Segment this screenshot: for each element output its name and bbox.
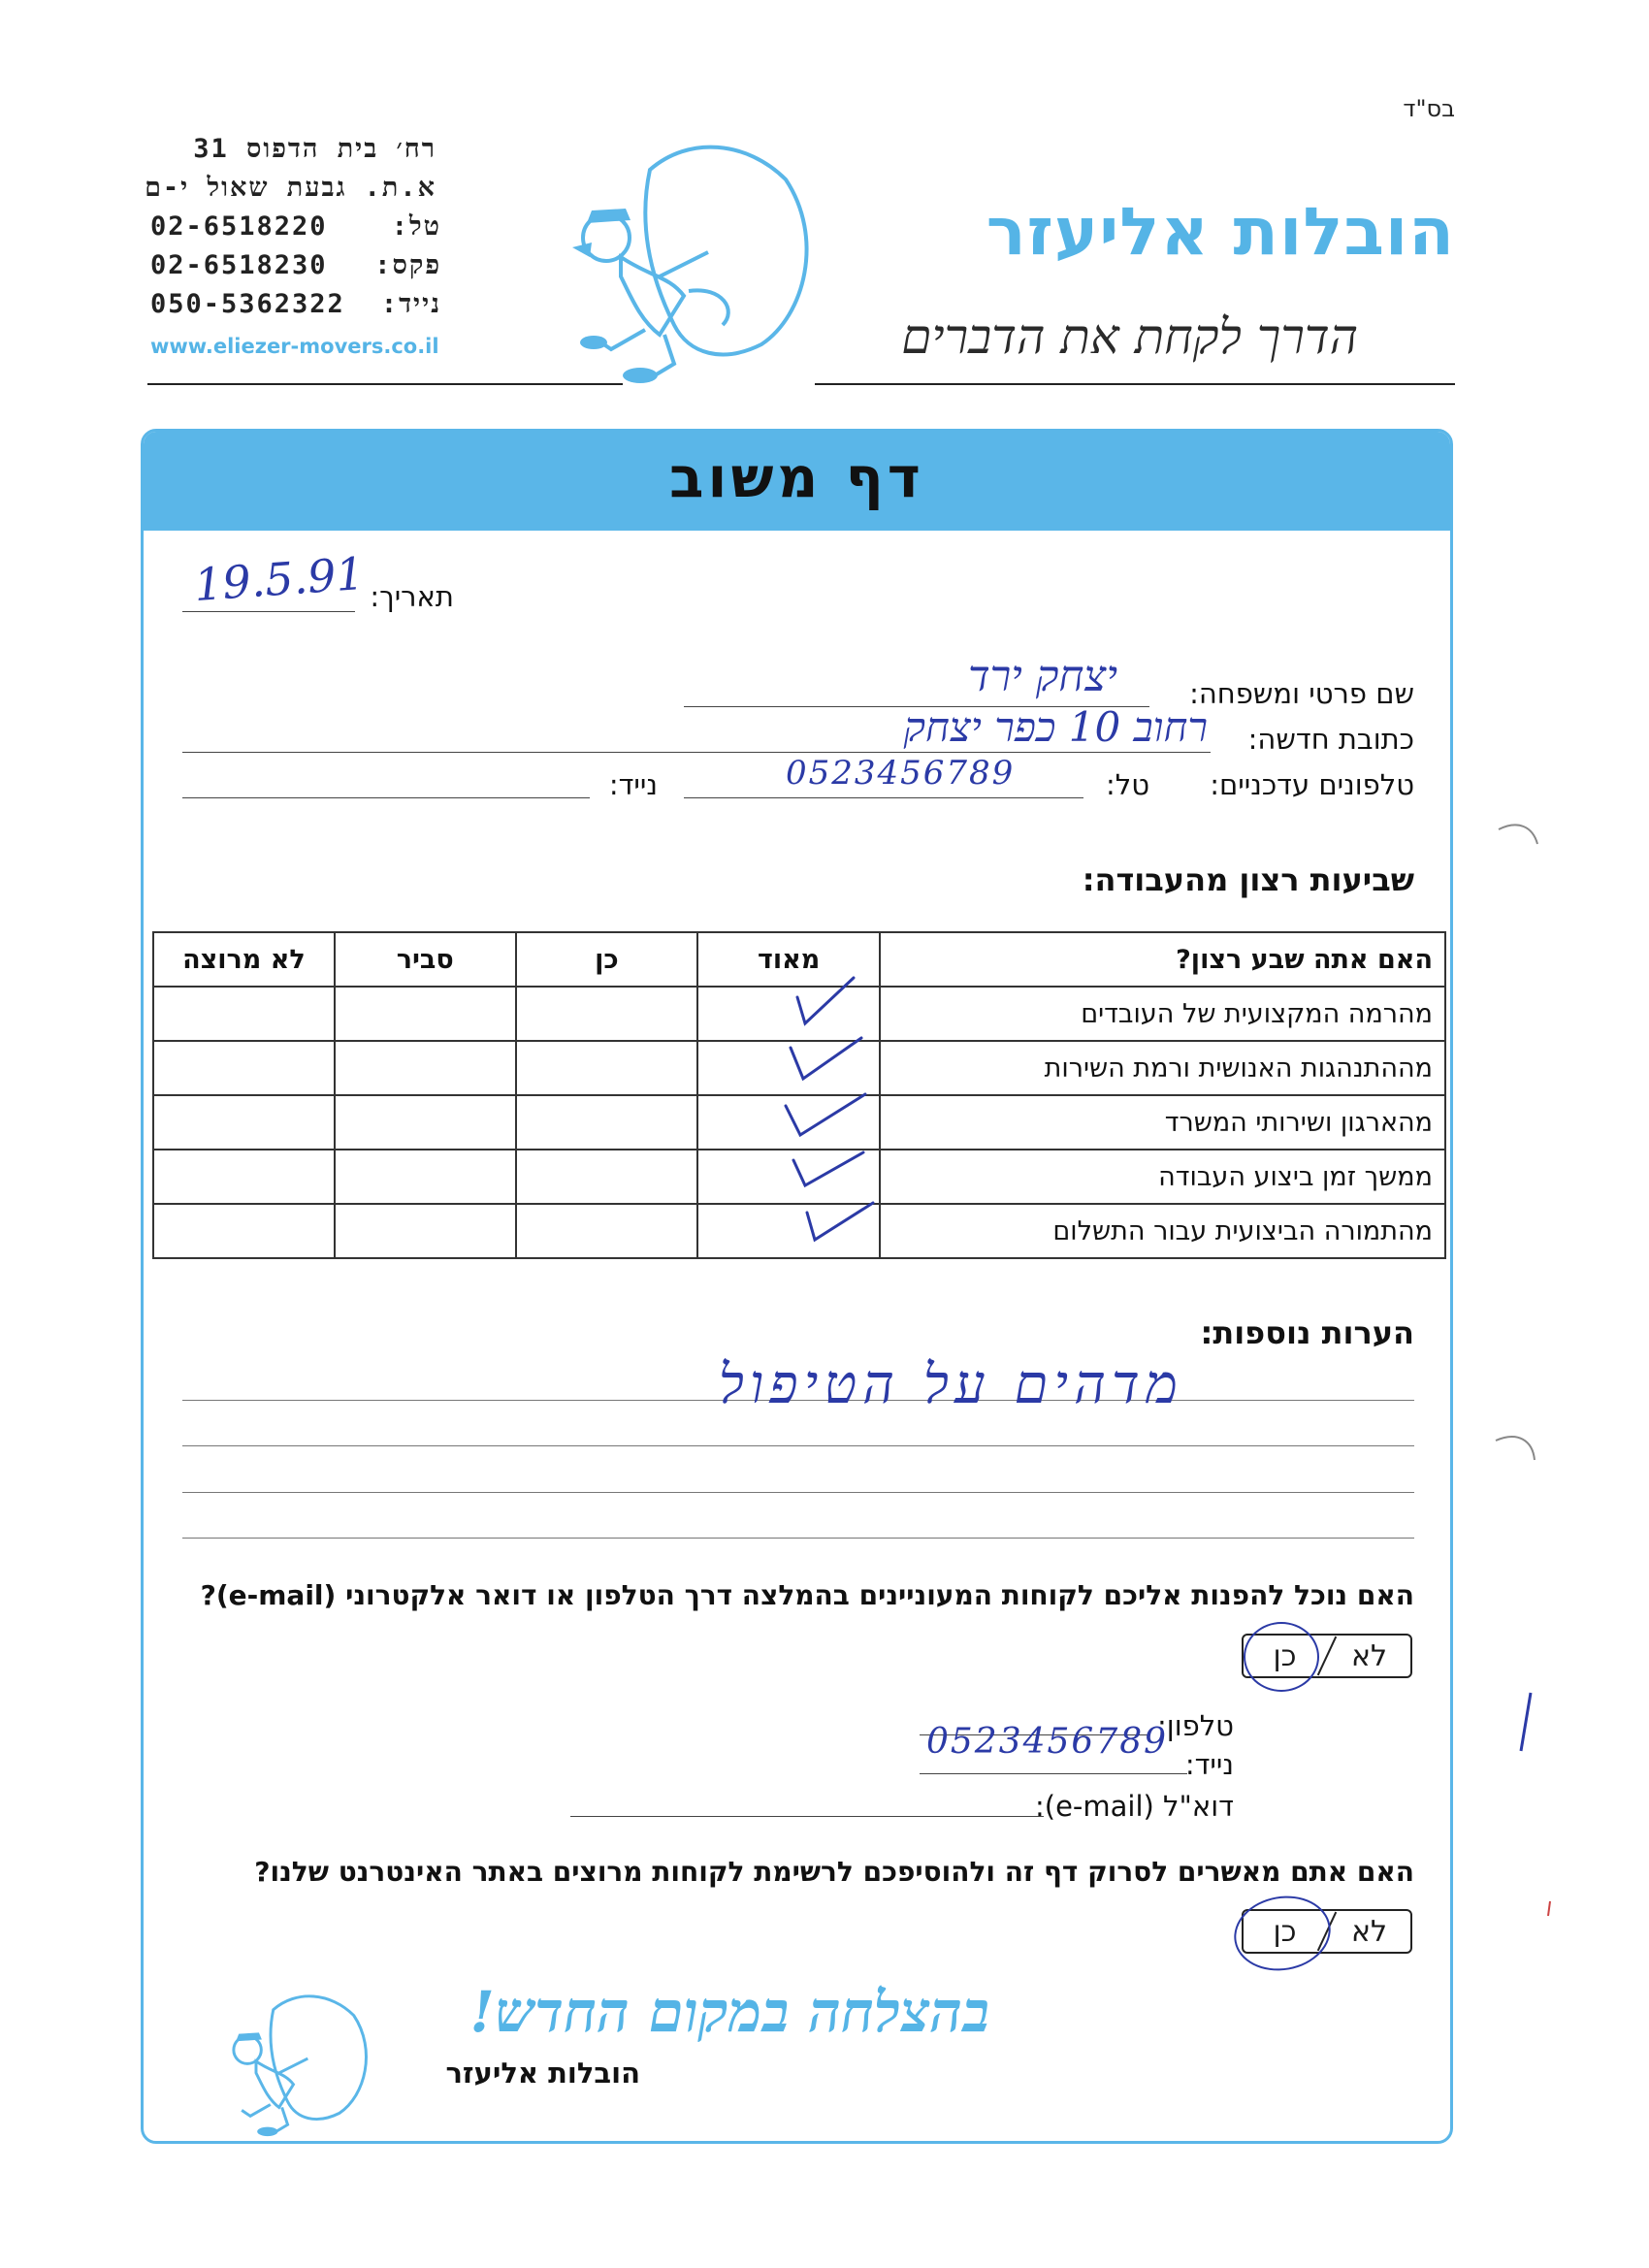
referral-question: האם נוכל להפנות אליכם לקוחות המעוניינים בהמלצה דרך הטלפון או דואר אלקטרוני (e-mail)? bbox=[200, 1579, 1414, 1611]
check-cell-yes[interactable] bbox=[516, 1095, 698, 1150]
phones-label: טלפונים עדכניים: bbox=[1210, 768, 1414, 801]
check-cell-yes[interactable] bbox=[516, 1204, 698, 1258]
check-cell-ok[interactable] bbox=[335, 1204, 516, 1258]
referral-yes-option[interactable]: כן bbox=[1273, 1638, 1297, 1673]
address-line: רח׳ בית הדפוס 31 bbox=[193, 134, 436, 164]
check-cell-unsatisfied[interactable] bbox=[153, 1204, 335, 1258]
website-link[interactable]: www.eliezer-movers.co.il bbox=[150, 335, 439, 358]
header-divider-left bbox=[147, 383, 623, 385]
header-divider-right bbox=[815, 383, 1455, 385]
closing-message: בהצלחה במקום החדש! bbox=[469, 1979, 989, 2045]
fax-line bbox=[150, 250, 441, 280]
check-cell-ok[interactable] bbox=[335, 987, 516, 1041]
handwritten-checkmarks bbox=[757, 970, 902, 1261]
date-field[interactable] bbox=[182, 611, 355, 612]
col-ok: סביר bbox=[335, 932, 516, 987]
contact-tel-label: טלפון: bbox=[1157, 1709, 1234, 1742]
question-header: האם אתה שבע רצון? bbox=[880, 932, 1445, 987]
contact-email-field[interactable] bbox=[570, 1816, 1044, 1817]
check-icon bbox=[807, 1203, 873, 1240]
title-bar-border bbox=[144, 529, 1450, 531]
website-yes-option[interactable]: כן bbox=[1273, 1914, 1297, 1949]
phones-mobile-label: נייד: bbox=[608, 768, 658, 801]
referral-no-option[interactable]: לא bbox=[1350, 1638, 1388, 1673]
check-cell-yes[interactable] bbox=[516, 987, 698, 1041]
check-cell-ok[interactable] bbox=[335, 1041, 516, 1095]
form-title: דף משוב bbox=[669, 444, 924, 510]
address-field[interactable] bbox=[182, 752, 1211, 753]
area-line: א.ת. גבעת שאול י-ם bbox=[145, 173, 436, 203]
satisfaction-title: שביעות רצון מהעבודה: bbox=[1082, 861, 1414, 898]
address-value: רחוב 10 כפר יצחק bbox=[903, 703, 1208, 751]
date-label: תאריך: bbox=[370, 580, 454, 613]
fax-label: פקס: bbox=[374, 250, 441, 280]
bsd-mark: בס"ד bbox=[1403, 95, 1455, 122]
company-slogan: הדרך לקחת את הדברים bbox=[901, 308, 1358, 365]
website-no-option[interactable]: לא bbox=[1350, 1914, 1388, 1949]
row-label: מהתמורה הביצועית עבור התשלום bbox=[880, 1204, 1445, 1258]
name-label: שם פרטי ומשפחה: bbox=[1189, 677, 1414, 710]
check-cell-unsatisfied[interactable] bbox=[153, 987, 335, 1041]
address-label: כתובת חדשה: bbox=[1247, 723, 1414, 756]
phones-tel-label: טל: bbox=[1105, 768, 1149, 801]
row-label: מהרמה המקצועית של העובדים bbox=[880, 987, 1445, 1041]
check-cell-unsatisfied[interactable] bbox=[153, 1150, 335, 1204]
col-yes: כן bbox=[516, 932, 698, 987]
check-cell-yes[interactable] bbox=[516, 1150, 698, 1204]
website-question: האם אתם מאשרים לסרוק דף זה ולהוסיפכם לרשימת לקוחות מרוצים באתר האינטרנט שלנו? bbox=[254, 1856, 1414, 1888]
notes-line-2[interactable] bbox=[182, 1445, 1414, 1446]
phones-tel-field[interactable] bbox=[684, 797, 1083, 798]
phones-tel-value: 0523456789 bbox=[786, 754, 1016, 793]
referral-answer-circle bbox=[1244, 1622, 1319, 1692]
contact-mobile-value: 0523456789 bbox=[926, 1722, 1169, 1762]
check-icon bbox=[786, 1094, 865, 1135]
contact-email-label: דוא"ל (e-mail): bbox=[1034, 1790, 1234, 1823]
check-cell-unsatisfied[interactable] bbox=[153, 1095, 335, 1150]
mover-mascot-small-logo bbox=[209, 1987, 378, 2142]
notes-label: הערות נוספות: bbox=[1200, 1314, 1414, 1351]
col-very: מאוד bbox=[697, 932, 880, 987]
company-name: הובלות אליעזר bbox=[986, 194, 1455, 271]
row-label: ממשך זמן ביצוע העבודה bbox=[880, 1150, 1445, 1204]
notes-value: מדהים על הטיפול bbox=[718, 1353, 1183, 1416]
contact-mobile-label: נייד: bbox=[1184, 1748, 1234, 1781]
mobile-number: 050-5362322 bbox=[150, 289, 345, 319]
signature: הובלות אליעזר bbox=[445, 2057, 640, 2090]
fax-number: 02-6518230 bbox=[150, 250, 328, 280]
check-cell-ok[interactable] bbox=[335, 1150, 516, 1204]
check-cell-unsatisfied[interactable] bbox=[153, 1041, 335, 1095]
tel-line bbox=[150, 211, 441, 242]
notes-line-4[interactable] bbox=[182, 1538, 1414, 1539]
check-icon bbox=[791, 1038, 861, 1079]
check-icon bbox=[793, 1152, 863, 1185]
phones-mobile-field[interactable] bbox=[182, 797, 590, 798]
tel-label: טל: bbox=[391, 211, 441, 242]
date-value: 19.5.91 bbox=[192, 546, 367, 612]
check-cell-yes[interactable] bbox=[516, 1041, 698, 1095]
row-label: מהארגון ושירותי המשרד bbox=[880, 1095, 1445, 1150]
mover-mascot-logo bbox=[543, 131, 824, 393]
row-label: מההתנהגות האנושית ורמת השירות bbox=[880, 1041, 1445, 1095]
contact-mobile-field[interactable] bbox=[920, 1773, 1187, 1774]
check-cell-ok[interactable] bbox=[335, 1095, 516, 1150]
mobile-label: נייד: bbox=[380, 289, 441, 319]
check-icon bbox=[797, 978, 854, 1023]
tel-number: 02-6518220 bbox=[150, 211, 328, 242]
notes-line-3[interactable] bbox=[182, 1492, 1414, 1493]
name-value: יצחק ירד bbox=[967, 652, 1117, 701]
scan-marks bbox=[1494, 815, 1552, 1979]
col-unsatisfied: לא מרוצה bbox=[153, 932, 335, 987]
mobile-line bbox=[150, 289, 441, 319]
